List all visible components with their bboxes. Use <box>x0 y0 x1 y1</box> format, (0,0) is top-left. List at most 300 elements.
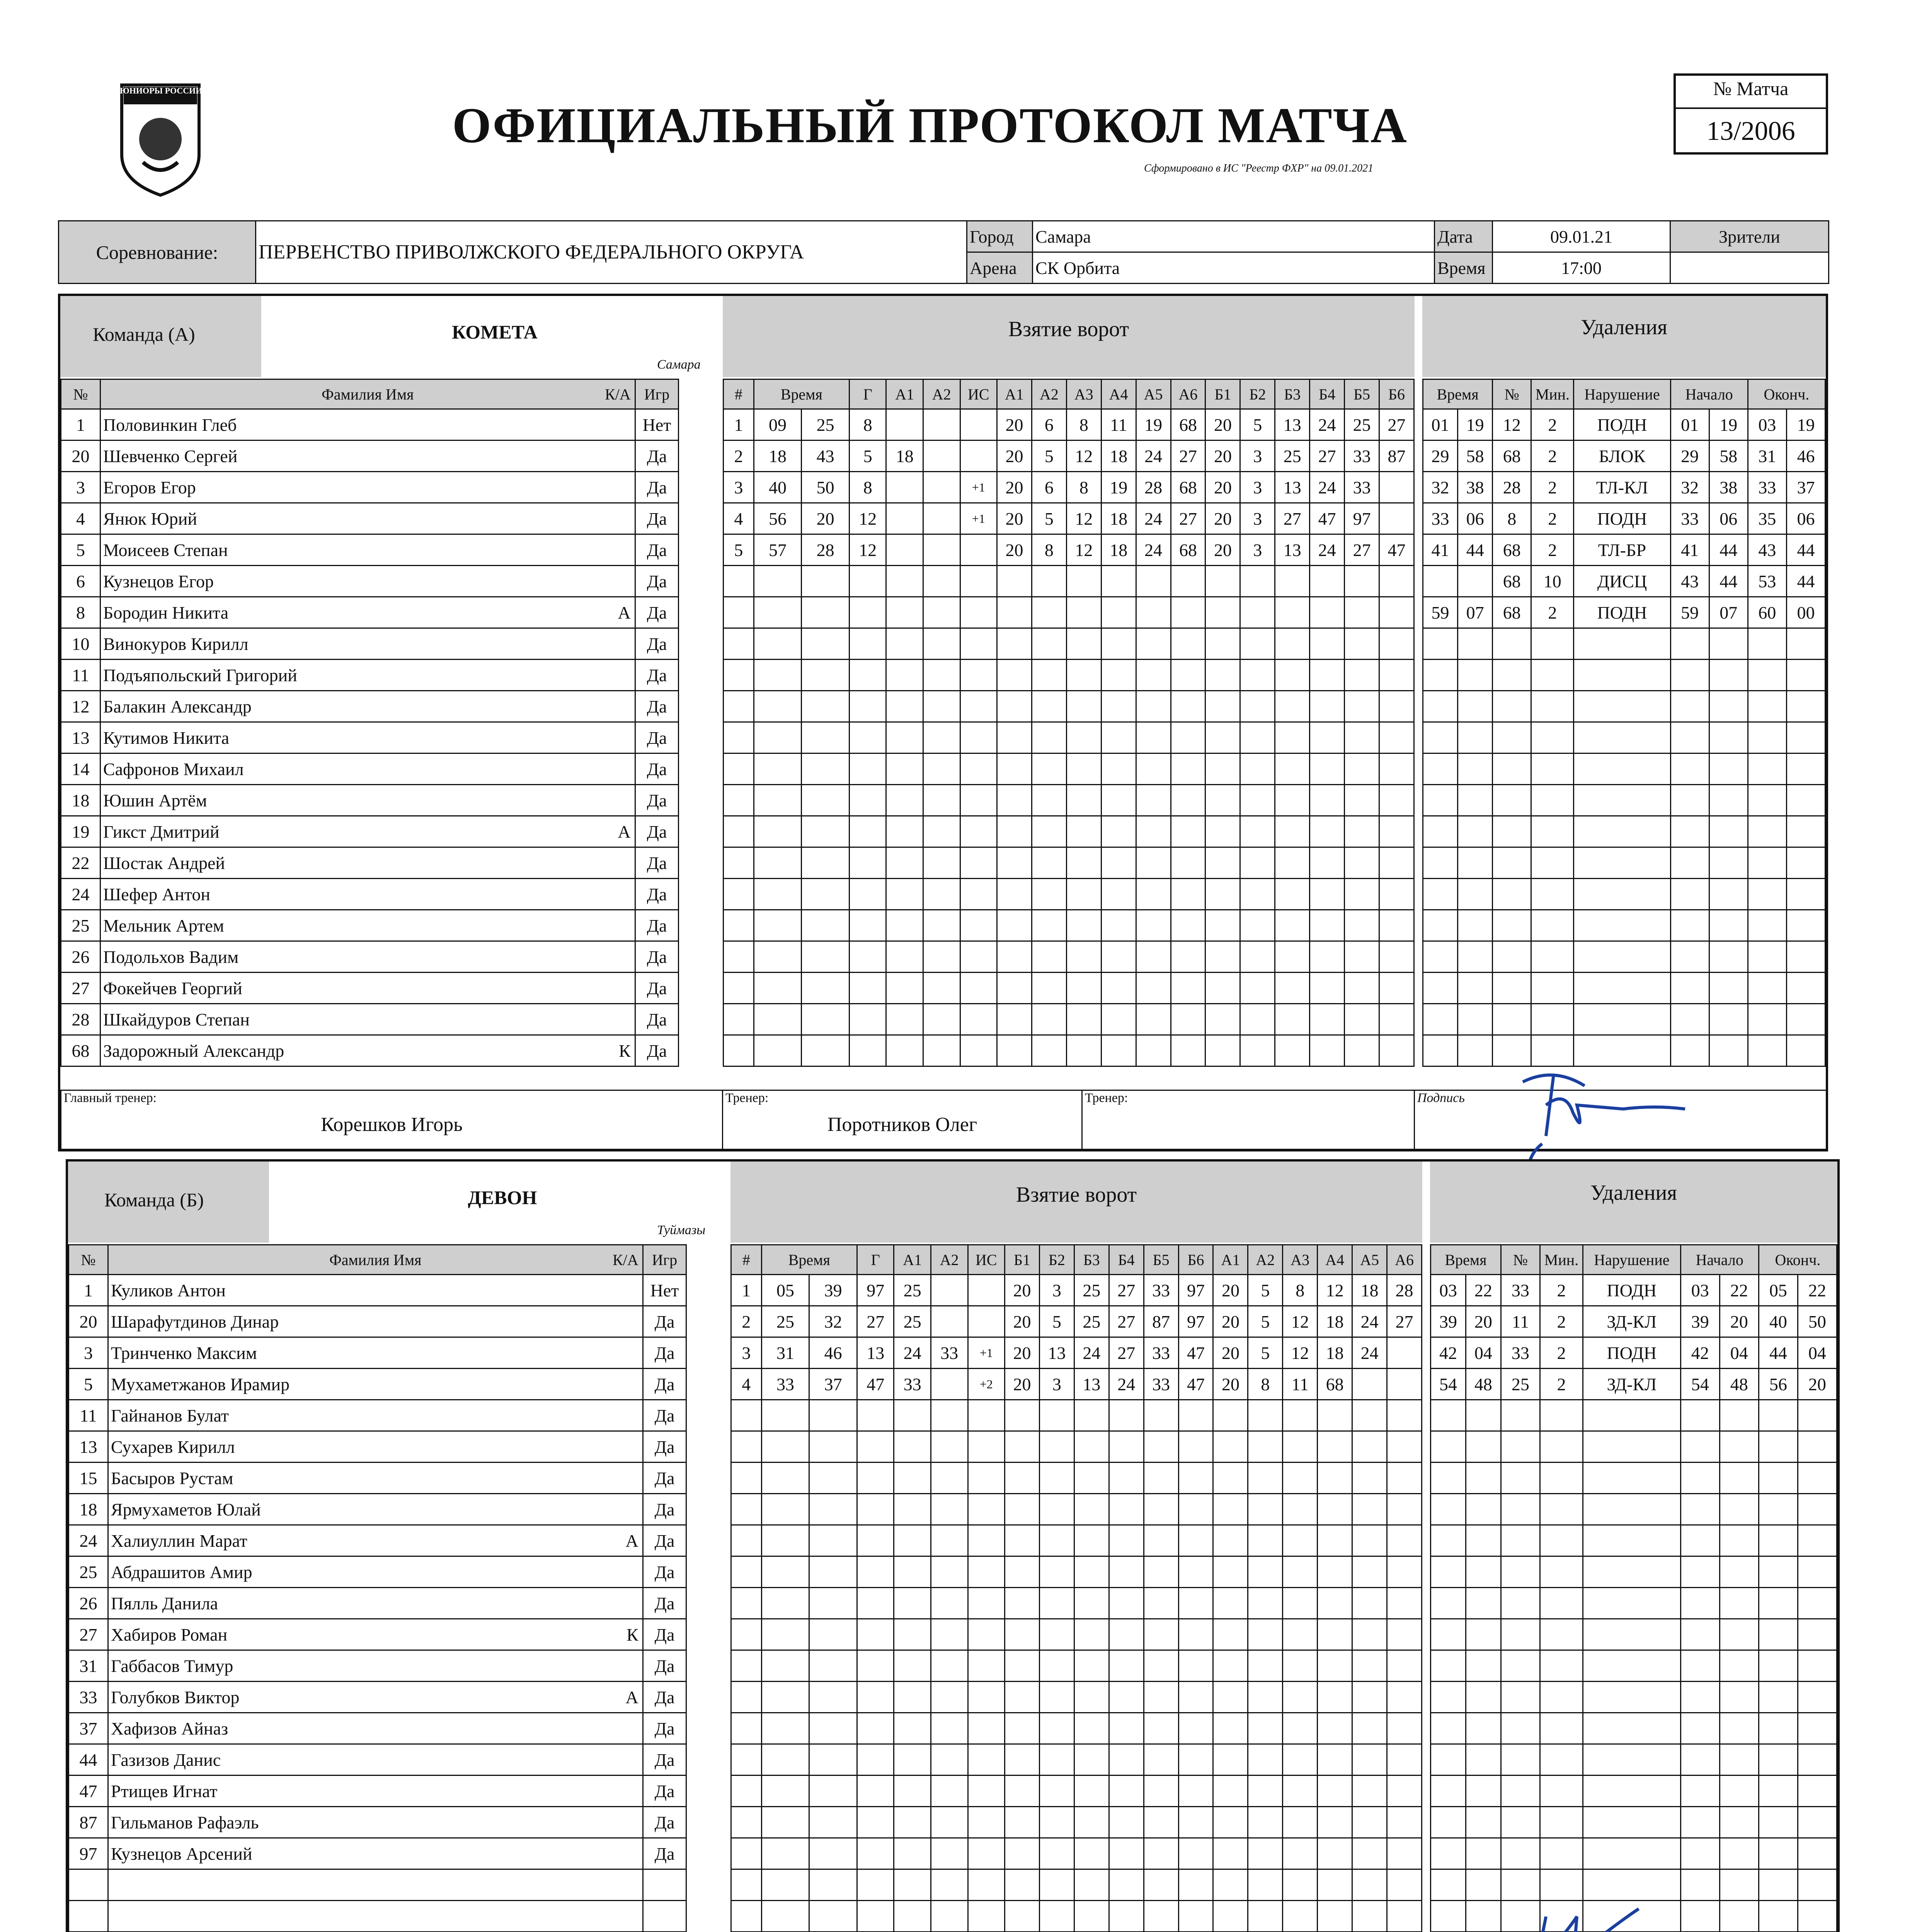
arena-label: Арена <box>967 252 1033 284</box>
penalty-header-min: Мин. <box>1531 379 1574 409</box>
goal-row <box>731 1275 1422 1306</box>
goal-empty <box>1248 1744 1283 1776</box>
goal-empty <box>931 1744 968 1776</box>
goals-header-col: А4 <box>1318 1245 1352 1275</box>
penalty-start-min: 43 <box>1670 566 1709 597</box>
penalty-empty <box>1531 847 1574 879</box>
goal-empty <box>1275 973 1310 1004</box>
goal-empty <box>1171 597 1205 628</box>
goal-row <box>724 973 1414 1004</box>
goal-empty <box>1066 1004 1101 1035</box>
penalty-player: 33 <box>1501 1275 1540 1306</box>
penalty-second: 06 <box>1458 503 1493 534</box>
penalty-empty <box>1466 1463 1501 1494</box>
goal-empty <box>1387 1463 1422 1494</box>
goal-row <box>724 534 1414 566</box>
goal-on-ice: 12 <box>1066 503 1101 534</box>
goal-empty <box>1178 1744 1213 1776</box>
player-name: Сухарев Кирилл <box>108 1431 643 1463</box>
penalty-empty <box>1680 1619 1720 1650</box>
goal-empty <box>1109 1713 1144 1744</box>
goal-empty <box>1109 1650 1144 1682</box>
penalty-row <box>1431 1400 1837 1431</box>
goal-empty <box>761 1776 809 1807</box>
penalty-empty <box>1501 1838 1540 1869</box>
goal-empty <box>894 1400 931 1431</box>
goal-empty <box>1240 566 1275 597</box>
penalty-empty <box>1540 1588 1583 1619</box>
goal-empty <box>1101 816 1136 847</box>
goal-empty <box>857 1619 894 1650</box>
goal-row <box>724 691 1414 722</box>
goal-empty <box>1205 566 1240 597</box>
penalty-minutes: 2 <box>1540 1275 1583 1306</box>
goal-empty <box>1318 1431 1352 1463</box>
goal-empty <box>1136 722 1171 753</box>
goal-empty <box>886 597 923 628</box>
goal-on-ice: 33 <box>1144 1369 1178 1400</box>
penalty-empty <box>1531 816 1574 847</box>
goal-on-ice: 8 <box>1032 534 1066 566</box>
goal-empty <box>1066 1035 1101 1066</box>
goal-empty <box>857 1869 894 1901</box>
goal-on-ice: 24 <box>1136 440 1171 472</box>
goals-header-col: ИС <box>968 1245 1005 1275</box>
goal-empty <box>1240 660 1275 691</box>
goal-empty <box>1074 1494 1109 1525</box>
penalty-empty <box>1501 1431 1540 1463</box>
goal-empty <box>1240 691 1275 722</box>
goal-minute: 40 <box>754 472 802 503</box>
goal-empty <box>1248 1431 1283 1463</box>
goal-empty <box>968 1744 1005 1776</box>
penalty-row <box>1423 941 1825 973</box>
penalty-empty <box>1466 1650 1501 1682</box>
roster-row <box>61 879 722 910</box>
goal-on-ice: 20 <box>997 503 1032 534</box>
goal-row <box>731 1463 1422 1494</box>
goal-empty <box>1352 1463 1387 1494</box>
date-value: 09.01.21 <box>1493 221 1670 252</box>
roster-header-play: Игр <box>635 379 679 409</box>
goal-empty <box>1318 1400 1352 1431</box>
penalty-empty <box>1786 1004 1825 1035</box>
goal-on-ice: 12 <box>1066 440 1101 472</box>
goal-empty <box>1379 1004 1414 1035</box>
penalty-empty <box>1493 973 1531 1004</box>
goal-empty <box>1248 1682 1283 1713</box>
goal-empty <box>1136 660 1171 691</box>
penalty-empty <box>1759 1431 1798 1463</box>
team-a-head-coach: Корешков Игорь <box>321 1114 463 1136</box>
goal-empty <box>754 597 802 628</box>
goal-empty <box>761 1901 809 1932</box>
goal-empty <box>1248 1713 1283 1744</box>
penalty-empty <box>1431 1776 1466 1807</box>
goal-empty <box>1066 973 1101 1004</box>
penalty-empty <box>1493 628 1531 660</box>
penalty-start-min: 03 <box>1680 1275 1720 1306</box>
penalty-start-min: 42 <box>1680 1337 1720 1369</box>
roster-header-play: Игр <box>643 1245 686 1275</box>
penalty-empty <box>1583 1525 1681 1556</box>
penalty-empty <box>1680 1525 1720 1556</box>
goal-on-ice: 20 <box>1005 1337 1040 1369</box>
player-number: 3 <box>69 1337 108 1369</box>
goals-header-col: Б6 <box>1379 379 1414 409</box>
penalty-start-sec: 22 <box>1720 1275 1759 1306</box>
goal-assist-1 <box>886 472 923 503</box>
goal-scorer: 5 <box>849 440 886 472</box>
player-name: Гайнанов Булат <box>108 1400 643 1431</box>
goal-empty <box>1109 1619 1144 1650</box>
goal-empty <box>754 660 802 691</box>
goal-row <box>731 1369 1422 1400</box>
goal-empty <box>997 722 1032 753</box>
player-played: Да <box>643 1744 686 1776</box>
goal-empty <box>1318 1525 1352 1556</box>
goal-empty <box>809 1588 857 1619</box>
goal-strength <box>960 409 997 440</box>
goals-header-col: А3 <box>1283 1245 1318 1275</box>
penalty-empty <box>1458 722 1493 753</box>
goal-empty <box>1379 753 1414 785</box>
goal-empty <box>886 628 923 660</box>
penalty-empty <box>1501 1588 1540 1619</box>
goal-empty <box>1109 1494 1144 1525</box>
goal-on-ice: 5 <box>1032 440 1066 472</box>
penalty-row <box>1423 847 1825 879</box>
penalty-minutes: 2 <box>1531 503 1574 534</box>
goal-opp-on-ice: 47 <box>1379 534 1414 566</box>
penalty-start-sec: 44 <box>1709 534 1748 566</box>
penalty-empty <box>1759 1588 1798 1619</box>
goal-second: 39 <box>809 1275 857 1306</box>
goal-empty <box>1005 1650 1040 1682</box>
player-name: Подольхов Вадим <box>100 941 635 973</box>
goal-empty <box>968 1556 1005 1588</box>
goal-empty <box>931 1838 968 1869</box>
goal-empty <box>1005 1431 1040 1463</box>
penalty-empty <box>1493 879 1531 910</box>
goal-empty <box>1352 1525 1387 1556</box>
goal-empty <box>997 973 1032 1004</box>
penalty-end-min: 44 <box>1759 1337 1798 1369</box>
goal-empty <box>1310 566 1345 597</box>
penalty-empty <box>1431 1682 1466 1713</box>
goals-header-col: А5 <box>1352 1245 1387 1275</box>
goal-empty <box>761 1650 809 1682</box>
goal-opp-on-ice: 5 <box>1248 1306 1283 1337</box>
penalty-second: 22 <box>1466 1275 1501 1306</box>
goal-empty <box>857 1713 894 1744</box>
penalty-empty <box>1798 1463 1837 1494</box>
goal-empty <box>1039 1463 1074 1494</box>
goal-empty <box>1205 753 1240 785</box>
penalty-empty <box>1574 847 1670 879</box>
goal-number: 3 <box>731 1337 762 1369</box>
goal-opp-on-ice: 47 <box>1310 503 1345 534</box>
goal-empty <box>1178 1869 1213 1901</box>
goal-empty <box>1005 1463 1040 1494</box>
penalty-empty <box>1748 660 1786 691</box>
penalty-empty <box>1798 1807 1837 1838</box>
penalty-empty <box>1680 1744 1720 1776</box>
player-name: Сафронов Михаил <box>100 753 635 785</box>
goal-empty <box>754 722 802 753</box>
goal-on-ice: 18 <box>1101 503 1136 534</box>
goal-minute: 57 <box>754 534 802 566</box>
goal-opp-on-ice: 18 <box>1318 1306 1352 1337</box>
penalty-empty <box>1501 1744 1540 1776</box>
goal-empty <box>1240 1035 1275 1066</box>
goal-empty <box>1032 1004 1066 1035</box>
penalty-minutes: 2 <box>1531 597 1574 628</box>
goal-empty <box>1248 1400 1283 1431</box>
team-a-goals <box>723 379 1415 1067</box>
goal-empty <box>724 847 754 879</box>
goal-empty <box>997 1004 1032 1035</box>
penalty-empty <box>1709 691 1748 722</box>
goal-empty <box>1039 1713 1074 1744</box>
goal-empty <box>1101 566 1136 597</box>
roster-row <box>69 1713 730 1744</box>
penalty-empty <box>1670 816 1709 847</box>
penalty-empty <box>1531 1004 1574 1035</box>
goals-header-col: А4 <box>1101 379 1136 409</box>
team-b-label: Команда (Б) <box>104 1189 204 1211</box>
goal-empty <box>1032 722 1066 753</box>
penalty-violation: ТЛ-БР <box>1574 534 1670 566</box>
goal-empty <box>1387 1400 1422 1431</box>
roster-row <box>69 1650 730 1682</box>
goal-empty <box>1136 847 1171 879</box>
goal-on-ice: 87 <box>1144 1306 1178 1337</box>
penalty-minute: 42 <box>1431 1337 1466 1369</box>
goal-empty <box>1136 691 1171 722</box>
goal-empty <box>802 816 850 847</box>
penalty-empty <box>1709 973 1748 1004</box>
goal-empty <box>1310 691 1345 722</box>
goal-empty <box>1352 1713 1387 1744</box>
goal-opp-on-ice <box>1379 472 1414 503</box>
penalty-header-num: № <box>1493 379 1531 409</box>
penalty-empty <box>1748 785 1786 816</box>
generated-note: Сформировано в ИС "Реестр ФХР" на 09.01.2021 <box>1144 162 1374 174</box>
goal-on-ice: 25 <box>1074 1275 1109 1306</box>
penalty-start-sec: 07 <box>1709 597 1748 628</box>
goal-assist-2 <box>931 1369 968 1400</box>
goal-row <box>731 1650 1422 1682</box>
goal-empty <box>997 753 1032 785</box>
roster-row <box>69 1306 730 1337</box>
penalty-empty <box>1583 1713 1681 1744</box>
penalty-start-min: 54 <box>1680 1369 1720 1400</box>
goal-empty <box>1171 785 1205 816</box>
penalty-empty <box>1786 785 1825 816</box>
penalty-empty <box>1720 1431 1759 1463</box>
goal-opp-on-ice: 5 <box>1248 1337 1283 1369</box>
goal-empty <box>1318 1494 1352 1525</box>
goal-empty <box>1283 1400 1318 1431</box>
penalty-second: 20 <box>1466 1306 1501 1337</box>
goal-empty <box>923 973 960 1004</box>
team-b-roster <box>68 1244 730 1932</box>
goal-empty <box>923 785 960 816</box>
goal-opp-on-ice: 20 <box>1213 1369 1248 1400</box>
goals-header-col: А2 <box>1032 379 1066 409</box>
penalty-empty <box>1431 1588 1466 1619</box>
goal-empty <box>1283 1463 1318 1494</box>
goal-empty <box>1074 1400 1109 1431</box>
goal-empty <box>1005 1744 1040 1776</box>
goals-header-col: А6 <box>1171 379 1205 409</box>
team-a-head-coach-label: Главный тренер: <box>64 1091 157 1105</box>
goal-number: 3 <box>724 472 754 503</box>
goal-opp-on-ice: 12 <box>1283 1306 1318 1337</box>
roster-row <box>69 1556 730 1588</box>
goal-assist-1: 25 <box>894 1275 931 1306</box>
goal-row <box>724 910 1414 941</box>
goal-empty <box>731 1463 762 1494</box>
team-a-name: КОМЕТА <box>452 321 538 343</box>
goal-opp-on-ice: 3 <box>1240 472 1275 503</box>
penalty-empty <box>1574 628 1670 660</box>
goals-header-col: Б1 <box>1205 379 1240 409</box>
goal-row <box>724 847 1414 879</box>
goal-empty <box>886 879 923 910</box>
goal-empty <box>754 628 802 660</box>
goal-empty <box>754 1035 802 1066</box>
goal-empty <box>1205 628 1240 660</box>
goal-empty <box>724 691 754 722</box>
goal-empty <box>1345 816 1379 847</box>
goal-empty <box>802 847 850 879</box>
goal-on-ice: 19 <box>1136 409 1171 440</box>
goal-row <box>724 879 1414 910</box>
goal-empty <box>849 973 886 1004</box>
penalty-empty <box>1493 1004 1531 1035</box>
penalty-minute <box>1423 566 1458 597</box>
goal-empty <box>857 1650 894 1682</box>
goal-empty <box>894 1838 931 1869</box>
goal-row <box>724 597 1414 628</box>
goal-empty <box>849 660 886 691</box>
penalty-minute: 41 <box>1423 534 1458 566</box>
goal-row <box>731 1588 1422 1619</box>
goal-number: 4 <box>731 1369 762 1400</box>
goal-empty <box>1213 1650 1248 1682</box>
player-played: Да <box>643 1525 686 1556</box>
goal-empty <box>1074 1463 1109 1494</box>
goal-empty <box>1240 973 1275 1004</box>
goal-empty <box>1109 1463 1144 1494</box>
goal-empty <box>1345 1004 1379 1035</box>
goal-empty <box>724 753 754 785</box>
penalty-empty <box>1531 722 1574 753</box>
penalty-empty <box>1583 1682 1681 1713</box>
player-number: 11 <box>61 660 100 691</box>
goal-empty <box>968 1713 1005 1744</box>
goal-empty <box>1005 1556 1040 1588</box>
goal-empty <box>724 816 754 847</box>
penalty-empty <box>1466 1807 1501 1838</box>
player-number: 25 <box>61 910 100 941</box>
goal-empty <box>1213 1556 1248 1588</box>
penalty-empty <box>1493 722 1531 753</box>
goal-empty <box>754 910 802 941</box>
goal-opp-on-ice: 18 <box>1318 1337 1352 1369</box>
penalty-row <box>1423 597 1825 628</box>
player-number: 31 <box>69 1650 108 1682</box>
penalty-empty <box>1709 785 1748 816</box>
goal-empty <box>731 1713 762 1744</box>
roster-row <box>69 1400 730 1431</box>
goal-number: 5 <box>724 534 754 566</box>
penalty-row <box>1423 628 1825 660</box>
goal-scorer: 97 <box>857 1275 894 1306</box>
goal-empty <box>1101 722 1136 753</box>
goal-empty <box>1032 566 1066 597</box>
goal-strength <box>968 1306 1005 1337</box>
goal-scorer: 27 <box>857 1306 894 1337</box>
goals-header-n: # <box>731 1245 762 1275</box>
penalty-empty <box>1583 1619 1681 1650</box>
goal-opp-on-ice: 27 <box>1345 534 1379 566</box>
goal-empty <box>931 1463 968 1494</box>
player-name: Хафизов Айназ <box>108 1713 643 1744</box>
goal-empty <box>1178 1650 1213 1682</box>
goal-opp-on-ice: 5 <box>1240 409 1275 440</box>
goal-empty <box>923 753 960 785</box>
goal-empty <box>1345 847 1379 879</box>
goal-opp-on-ice: 24 <box>1310 409 1345 440</box>
goal-empty <box>1144 1525 1178 1556</box>
goal-empty <box>802 597 850 628</box>
goal-empty <box>1345 628 1379 660</box>
penalty-start-min: 33 <box>1670 503 1709 534</box>
penalty-second: 48 <box>1466 1369 1501 1400</box>
penalty-empty <box>1786 910 1825 941</box>
goal-empty <box>724 722 754 753</box>
goal-empty <box>1387 1682 1422 1713</box>
goals-header-col: А3 <box>1066 379 1101 409</box>
goal-empty <box>1283 1807 1318 1838</box>
goal-opp-on-ice: 27 <box>1387 1306 1422 1337</box>
player-played: Да <box>635 472 679 503</box>
player-played: Да <box>643 1337 686 1369</box>
goal-empty <box>809 1807 857 1838</box>
roster-header-num: № <box>69 1245 108 1275</box>
penalty-start-min: 39 <box>1680 1306 1720 1337</box>
goal-empty <box>960 879 997 910</box>
spectators-value <box>1670 252 1829 284</box>
goal-strength: +1 <box>968 1337 1005 1369</box>
penalty-empty <box>1720 1400 1759 1431</box>
penalty-end-sec: 22 <box>1798 1275 1837 1306</box>
penalty-empty <box>1748 816 1786 847</box>
goal-empty <box>809 1838 857 1869</box>
player-name: Ртищев Игнат <box>108 1776 643 1807</box>
goal-empty <box>886 660 923 691</box>
penalty-row <box>1423 973 1825 1004</box>
goal-empty <box>1032 785 1066 816</box>
penalty-row <box>1423 660 1825 691</box>
goal-empty <box>1101 847 1136 879</box>
goal-empty <box>1205 660 1240 691</box>
penalty-empty <box>1720 1744 1759 1776</box>
goal-row <box>731 1901 1422 1932</box>
